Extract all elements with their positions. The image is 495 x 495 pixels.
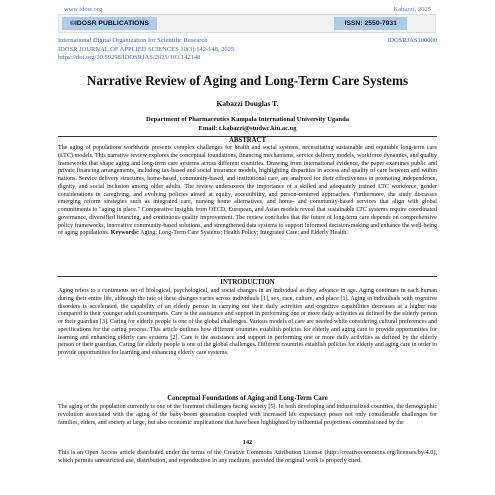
journal-name: IDOSR JOURNAL OF APPLIED SCIENCES 10(3):142-148, 2025. bbox=[58, 45, 236, 53]
journal-org: International Digital Organization for Scientific Research bbox=[58, 37, 208, 44]
abstract-text bbox=[58, 145, 437, 238]
introduction-text: Aging refers to a continuous set of biological, psychological, and social changes in an individual as they advance in age. Aging continues in each human during their entire life, although the rate of these changes varies across individuals [1], sex, race, culture, and place [1]. Aging in individuals with cognitive disorders is accelerated, the capability of an elderly person in carrying out their daily activities and cognitive capabilities decreases at a higher rate compared to their younger adult counterparts. Care is the assistance and support in performing one or more daily activities as defined by the elderly person or their guardian [3]. Caring for elderly people is one of the global challenges. Various models of care are needed while considering cultural preferences and specifications for the caring process. This article outlines how different countries establish policies for elderly and aging care to provide opportunities for learning and enhancing elderly care systems [2]. Care is the assistance and support in performing one or more daily activities as defined by the elderly person or their guardian. Caring for elderly people is one of the global challenges. Different countries establish policies for elderly and aging care in order to provide opportunities for learning and enhancing elderly care systems. bbox=[58, 288, 437, 356]
doi-link[interactable]: https://doi.org/10.59298/IDOSRJAS/2025/103.142148 bbox=[58, 54, 201, 61]
paper-title: Narrative Review of Aging and Long-Term Care Systems bbox=[86, 73, 409, 88]
section-text: The aging of the population currently is one of the foremost challenges facing society [5]. In both developing and industrialized countries, the demographic revolution associated with the aging of the baby-boom generation coupled with increased life expectancy poses not only considerable challenges for families, elders, and society at large, but also economic implications that have been highlighted by influential projections commissioned by the bbox=[58, 404, 437, 426]
keywords-line bbox=[111, 230, 348, 236]
top-header bbox=[64, 6, 431, 13]
license-notice: This is an Open Access article distributed under the terms of the Creative Commons Attribution License (http://creativecommons.org/licenses/by/4.0), which permits unrestricted use, distribution, and reproduction in any medium, provided the original work is properly cited. bbox=[58, 449, 437, 464]
author-name: Kabazzi Douglas T. bbox=[216, 99, 279, 108]
keywords-label: Keywords: bbox=[110, 230, 139, 237]
running-author: Kabazzi, 2025 bbox=[393, 6, 431, 13]
keywords: Aging; Long-Term Care Systems; Health Policy; Integrated Care; and Elderly Health. bbox=[140, 230, 348, 237]
author-email[interactable]: Email: t.kabazzi@studwc.kiu.ac.ug bbox=[198, 124, 297, 132]
abstract-body: The aging of populations worldwide presents complex challenges for health and social systems, necessitating sustainable and equitable long-term care (LTC) models. This narrative review explores the conceptual foundations, financing mechanisms, service delivery models, workforce dynamics, and quality frameworks that shape aging and long-term care systems across different countries. Drawing from international evidence, the paper examines public and private financing arrangements, including tax-based and social insurance models, highlighting disparities in access and quality of care between and within nations. Service delivery structures, home-based, community-based, and institutional care, are analyzed for their effectiveness in promoting independence, dignity, and social inclusion among older adults. The review underscores the importance of a skilled and adequately trained LTC workforce, gender considerations in caregiving, and evolving policies aimed at equity, accessibility, and person-centered approaches. Furthermore, the study discusses emerging reform strategies such as integrated care, nursing home alternatives, and home- and community-based services that align with global commitments to "aging in place." Comparative insights from OECD, European, and Asian models reveal that sustainable LTC systems require coordinated governance, diversified financing, and continuous quality improvement. The review concludes that the future of long-term care depends on comprehensive policy frameworks, innovative community-based solutions, and strengthened data systems to support informed decision-making and enhance the well-being of aging populations. bbox=[58, 145, 437, 237]
page-number: 142 bbox=[242, 439, 253, 446]
introduction-heading: INTRODUCTION bbox=[220, 279, 275, 286]
affiliation-block bbox=[0, 116, 495, 133]
section-subheading: Conceptual Foundations of Aging and Long-Term Care bbox=[167, 395, 328, 402]
site-link[interactable]: www.idosr.org bbox=[64, 6, 103, 13]
affiliation: Department of Pharmaceutics Kampala International University Uganda bbox=[146, 116, 349, 123]
journal-code: IDOSRJAS100000 bbox=[387, 37, 437, 44]
publisher-badge: ©IDOSR PUBLICATIONS bbox=[62, 17, 157, 30]
abstract-heading: ABSTRACT bbox=[228, 137, 266, 144]
divider bbox=[58, 276, 437, 277]
journal-info bbox=[58, 37, 437, 63]
publisher-banner bbox=[58, 14, 436, 33]
issn-badge: ISSN: 2550-7931 bbox=[334, 17, 407, 30]
